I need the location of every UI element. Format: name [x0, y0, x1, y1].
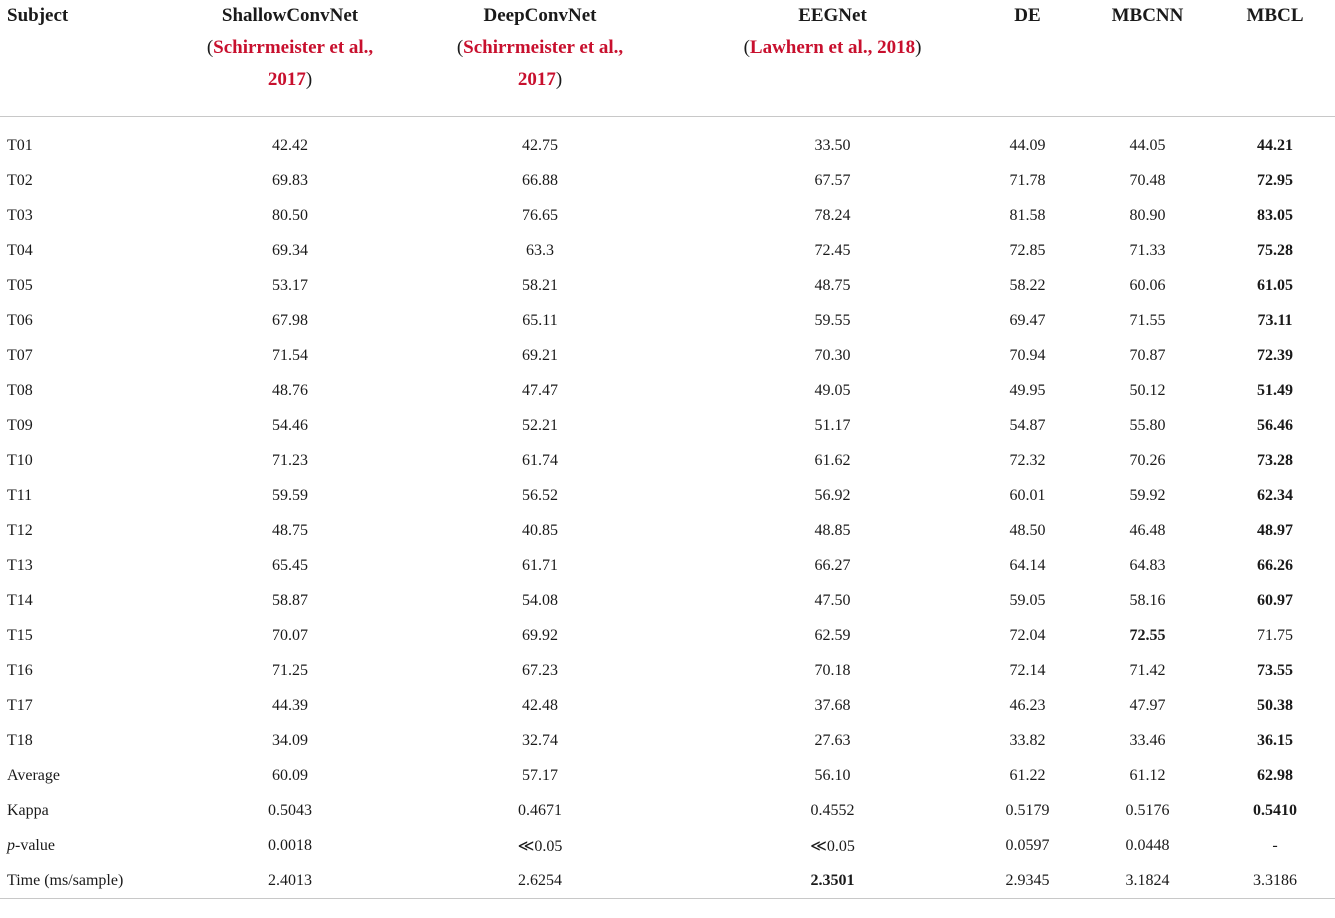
row-label: T04 — [7, 241, 33, 259]
row-label: T17 — [7, 696, 33, 714]
cell-mbcl: 83.05 — [1257, 206, 1293, 224]
cell-deepconvnet: 0.4671 — [518, 801, 562, 819]
row-label: T05 — [7, 276, 33, 294]
cell-eegnet: 47.50 — [814, 591, 851, 609]
cell-de: 69.47 — [1009, 311, 1046, 329]
cell-mbcnn: 55.80 — [1129, 416, 1166, 434]
cell-mbcnn: 71.42 — [1129, 661, 1166, 679]
cell-shallowconvnet: 48.76 — [272, 381, 308, 399]
cell-shallowconvnet: 42.42 — [272, 136, 308, 154]
cell-mbcnn: 71.55 — [1129, 311, 1166, 329]
header-mbcl: MBCL — [1215, 0, 1335, 117]
cell-eegnet: 78.24 — [814, 206, 851, 224]
cell-de: 33.82 — [1009, 731, 1046, 749]
cell-mbcnn: 46.48 — [1129, 521, 1166, 539]
cell-eegnet: ≪0.05 — [810, 837, 855, 855]
cell-de: 2.9345 — [975, 863, 1080, 899]
cell-shallowconvnet: 0.5043 — [268, 801, 312, 819]
table-row — [0, 443, 1335, 478]
citation-link-deep-1[interactable]: Schirrmeister et al., — [463, 37, 624, 58]
table-row — [0, 688, 1335, 723]
cell-mbcl: 44.21 — [1257, 136, 1293, 154]
cell-de: 60.01 — [1009, 486, 1046, 504]
table-row — [0, 373, 1335, 408]
cell-mbcnn: 0.0448 — [1125, 836, 1170, 854]
cell-mbcl: 51.49 — [1257, 381, 1293, 399]
cell-mbcnn: 61.12 — [1129, 766, 1166, 784]
table-row — [0, 828, 1335, 863]
cell-de: 0.0597 — [1005, 836, 1050, 854]
cell-mbcl: 75.28 — [1257, 241, 1293, 259]
cell-deepconvnet: 47.47 — [522, 381, 558, 399]
cell-de: 49.95 — [1009, 381, 1046, 399]
row-label-rest: -value — [15, 836, 55, 854]
row-label: T10 — [7, 451, 33, 469]
cell-shallowconvnet: 69.34 — [272, 241, 308, 259]
cell-shallowconvnet: 67.98 — [272, 311, 308, 329]
cell-shallowconvnet: 0.0018 — [268, 836, 312, 854]
cell-deepconvnet: 58.21 — [522, 276, 558, 294]
cell-de: 61.22 — [1009, 766, 1046, 784]
spacer-row — [0, 117, 1335, 129]
header-de: DE — [975, 0, 1080, 117]
cell-mbcnn: 70.48 — [1129, 171, 1166, 189]
cell-mbcnn: 60.06 — [1129, 276, 1166, 294]
cell-mbcl: 48.97 — [1257, 521, 1293, 539]
cell-shallowconvnet: 80.50 — [272, 206, 308, 224]
table-row — [0, 128, 1335, 163]
citation-link-eegnet[interactable]: Lawhern et al., 2018 — [749, 37, 916, 58]
row-label: T02 — [7, 171, 33, 189]
cell-mbcnn: 47.97 — [1129, 696, 1166, 714]
row-label: T13 — [7, 556, 33, 574]
cell-eegnet: 37.68 — [814, 696, 851, 714]
cell-de: 72.85 — [1009, 241, 1046, 259]
cell-mbcnn: 70.87 — [1129, 346, 1166, 364]
cell-eegnet: 48.75 — [814, 276, 851, 294]
cell-eegnet: 61.62 — [814, 451, 851, 469]
cell-mbcl: 72.39 — [1257, 346, 1293, 364]
table-row — [0, 793, 1335, 828]
cell-mbcnn: 44.05 — [1129, 136, 1166, 154]
cell-eegnet: 27.63 — [814, 731, 851, 749]
cell-shallowconvnet: 69.83 — [272, 171, 308, 189]
header-row — [0, 0, 1335, 117]
cell-shallowconvnet: 34.09 — [272, 731, 308, 749]
table-row — [0, 863, 1335, 899]
cell-deepconvnet: 61.74 — [522, 451, 558, 469]
cell-mbcl: 36.15 — [1257, 731, 1293, 749]
cell-eegnet: 33.50 — [814, 136, 851, 154]
row-label: T14 — [7, 591, 33, 609]
cell-deepconvnet: 63.3 — [526, 241, 554, 259]
cell-deepconvnet: 2.6254 — [390, 863, 690, 899]
cell-deepconvnet: 57.17 — [522, 766, 558, 784]
cell-eegnet: 66.27 — [814, 556, 851, 574]
cell-eegnet: 59.55 — [814, 311, 851, 329]
cell-mbcnn: 33.46 — [1129, 731, 1166, 749]
row-label: T09 — [7, 416, 33, 434]
table-row — [0, 618, 1335, 653]
cell-mbcnn: 3.1824 — [1080, 863, 1215, 899]
cell-mbcnn: 80.90 — [1129, 206, 1166, 224]
cell-mbcnn: 0.5176 — [1125, 801, 1170, 819]
cell-deepconvnet: 52.21 — [522, 416, 558, 434]
cell-eegnet: 62.59 — [814, 626, 851, 644]
cell-mbcnn: 58.16 — [1129, 591, 1166, 609]
cell-eegnet: 56.92 — [814, 486, 851, 504]
cell-shallowconvnet: 44.39 — [272, 696, 308, 714]
header-mbcnn: MBCNN — [1080, 0, 1215, 117]
cell-shallowconvnet: 54.46 — [272, 416, 308, 434]
cell-mbcl: 73.28 — [1257, 451, 1293, 469]
table-row — [0, 723, 1335, 758]
row-label: T07 — [7, 346, 33, 364]
cell-shallowconvnet: 53.17 — [272, 276, 308, 294]
cell-mbcnn: 50.12 — [1129, 381, 1166, 399]
cell-deepconvnet: 66.88 — [522, 171, 558, 189]
cell-deepconvnet: 56.52 — [522, 486, 558, 504]
row-label — [0, 828, 190, 863]
table-row — [0, 233, 1335, 268]
cell-mbcl: 66.26 — [1257, 556, 1293, 574]
cell-mbcl: 72.95 — [1257, 171, 1293, 189]
table-header — [0, 0, 1335, 117]
cell-de: 71.78 — [1009, 171, 1046, 189]
cell-shallowconvnet: 71.23 — [272, 451, 308, 469]
cell-de: 44.09 — [1009, 136, 1046, 154]
cell-deepconvnet: 32.74 — [522, 731, 558, 749]
cell-eegnet: 67.57 — [814, 171, 851, 189]
row-label: T12 — [7, 521, 33, 539]
cell-de: 72.32 — [1009, 451, 1046, 469]
row-label-italic: p — [7, 836, 15, 854]
cell-eegnet: 2.3501 — [690, 863, 975, 899]
table-row — [0, 198, 1335, 233]
cell-shallowconvnet: 65.45 — [272, 556, 308, 574]
cell-shallowconvnet: 60.09 — [272, 766, 308, 784]
cell-mbcl: 56.46 — [1257, 416, 1293, 434]
cell-mbcl: 61.05 — [1257, 276, 1293, 294]
table-row — [0, 513, 1335, 548]
row-label: Time (ms/sample) — [0, 863, 190, 899]
cell-shallowconvnet: 59.59 — [272, 486, 308, 504]
cell-de: 58.22 — [1009, 276, 1046, 294]
header-shallowconvnet: ShallowConvNet (Schirrmeister et al., 2017) — [190, 0, 390, 117]
table-row — [0, 338, 1335, 373]
cell-mbcl: 60.97 — [1257, 591, 1293, 609]
cell-eegnet: 49.05 — [814, 381, 851, 399]
cell-shallowconvnet: 2.4013 — [190, 863, 390, 899]
cell-mbcl: - — [1272, 836, 1278, 854]
cell-de: 54.87 — [1009, 416, 1046, 434]
cell-de: 48.50 — [1009, 521, 1046, 539]
table-row — [0, 583, 1335, 618]
cell-deepconvnet: 42.48 — [522, 696, 558, 714]
cell-mbcl: 0.5410 — [1253, 801, 1297, 819]
cell-eegnet: 0.4552 — [810, 801, 855, 819]
row-label: T15 — [7, 626, 33, 644]
cell-eegnet: 51.17 — [814, 416, 851, 434]
cell-mbcl: 62.98 — [1257, 766, 1293, 784]
header-eegnet-name: EEGNet — [798, 5, 867, 26]
cell-mbcl: 71.75 — [1257, 626, 1293, 644]
cell-mbcnn: 70.26 — [1129, 451, 1166, 469]
cell-shallowconvnet: 58.87 — [272, 591, 308, 609]
cell-shallowconvnet: 70.07 — [272, 626, 308, 644]
cell-de: 72.14 — [1009, 661, 1046, 679]
row-label: T03 — [7, 206, 33, 224]
cell-eegnet: 48.85 — [814, 521, 851, 539]
header-shallowconvnet-name: ShallowConvNet — [221, 5, 359, 26]
table-row — [0, 268, 1335, 303]
cell-de: 46.23 — [1009, 696, 1046, 714]
header-eegnet: EEGNet (Lawhern et al., 2018) — [690, 0, 975, 117]
table-row — [0, 408, 1335, 443]
table-row — [0, 478, 1335, 513]
cell-deepconvnet: 69.21 — [522, 346, 558, 364]
cell-mbcnn: 59.92 — [1129, 486, 1166, 504]
cell-deepconvnet: 54.08 — [522, 591, 558, 609]
cell-deepconvnet: 76.65 — [522, 206, 558, 224]
citation-link-shallow-2[interactable]: 2017 — [267, 69, 306, 90]
cell-deepconvnet: 40.85 — [522, 521, 558, 539]
cell-mbcnn: 72.55 — [1129, 626, 1166, 644]
row-label: T16 — [7, 661, 33, 679]
table-row — [0, 163, 1335, 198]
cell-mbcnn: 71.33 — [1129, 241, 1166, 259]
cell-de: 64.14 — [1009, 556, 1046, 574]
cell-deepconvnet: 61.71 — [522, 556, 558, 574]
cell-de: 70.94 — [1009, 346, 1046, 364]
citation-link-deep-2[interactable]: 2017 — [517, 69, 556, 90]
row-label: Kappa — [7, 801, 49, 819]
cell-deepconvnet: 69.92 — [522, 626, 558, 644]
cell-de: 72.04 — [1009, 626, 1046, 644]
cell-eegnet: 72.45 — [814, 241, 851, 259]
table-row — [0, 758, 1335, 793]
header-deepconvnet: DeepConvNet (Schirrmeister et al., 2017) — [390, 0, 690, 117]
cell-deepconvnet: 42.75 — [522, 136, 558, 154]
cell-eegnet: 70.30 — [814, 346, 851, 364]
header-deepconvnet-name: DeepConvNet — [483, 5, 597, 26]
table-row — [0, 548, 1335, 583]
cell-mbcl: 73.55 — [1257, 661, 1293, 679]
cell-de: 81.58 — [1009, 206, 1046, 224]
row-label: T18 — [7, 731, 33, 749]
cell-deepconvnet: 67.23 — [522, 661, 558, 679]
row-label: T11 — [7, 486, 33, 504]
cell-shallowconvnet: 71.25 — [272, 661, 308, 679]
citation-link-shallow-1[interactable]: Schirrmeister et al., — [213, 37, 374, 58]
cell-shallowconvnet: 48.75 — [272, 521, 308, 539]
cell-mbcl: 73.11 — [1257, 311, 1293, 329]
table-body — [0, 117, 1335, 899]
cell-eegnet: 56.10 — [814, 766, 851, 784]
cell-shallowconvnet: 71.54 — [272, 346, 308, 364]
cell-de: 0.5179 — [1005, 801, 1050, 819]
row-label: Average — [7, 766, 60, 784]
table-row — [0, 653, 1335, 688]
row-label: T01 — [7, 136, 33, 154]
cell-deepconvnet: 65.11 — [522, 311, 558, 329]
row-label: T06 — [7, 311, 33, 329]
cell-mbcl: 50.38 — [1257, 696, 1293, 714]
header-subject: Subject — [0, 0, 190, 117]
cell-mbcnn: 64.83 — [1129, 556, 1166, 574]
cell-mbcl: 62.34 — [1257, 486, 1293, 504]
cell-eegnet: 70.18 — [814, 661, 851, 679]
table-row — [0, 303, 1335, 338]
cell-de: 59.05 — [1009, 591, 1046, 609]
cell-deepconvnet: ≪0.05 — [517, 837, 563, 855]
cell-mbcl: 3.3186 — [1215, 863, 1335, 899]
row-label: T08 — [7, 381, 33, 399]
